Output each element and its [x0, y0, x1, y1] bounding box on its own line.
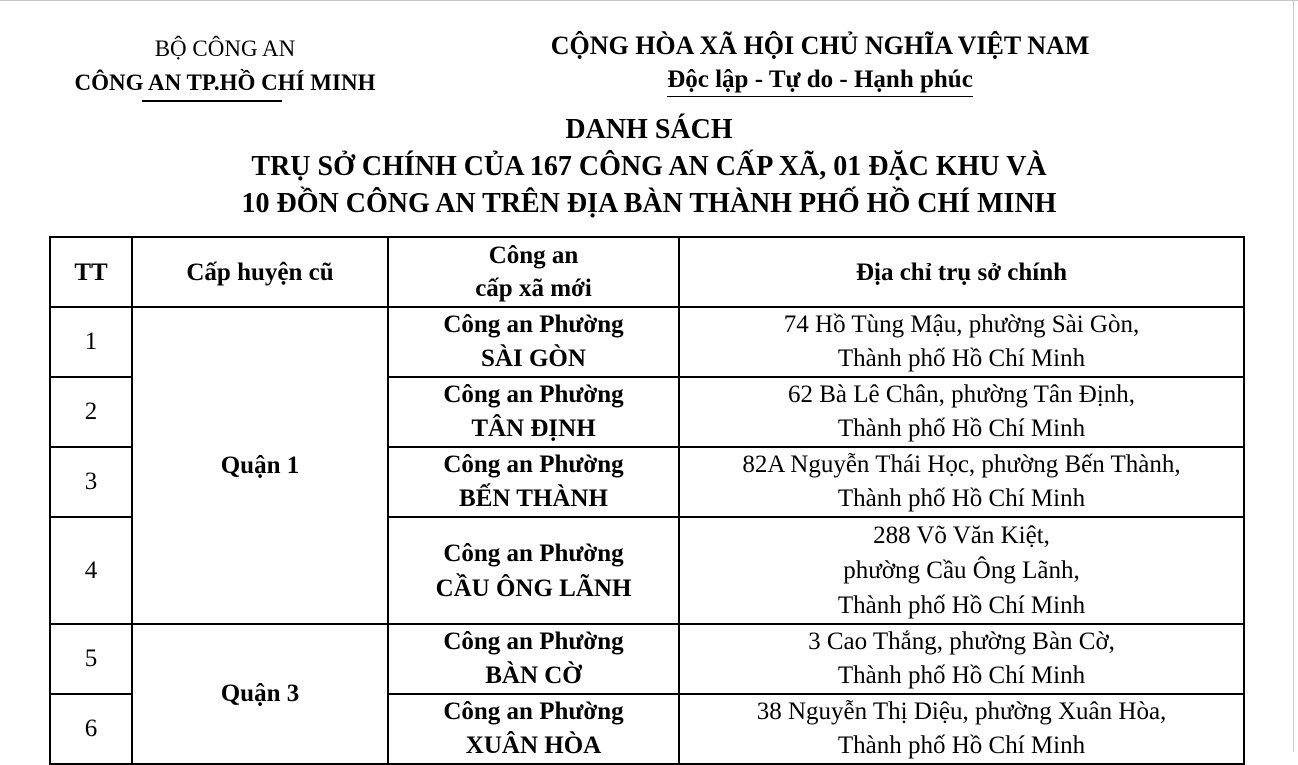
- table-header-row: [50, 237, 1244, 307]
- ministry-name: BỘ CÔNG AN: [154, 36, 296, 61]
- row-number: 4: [50, 517, 132, 624]
- page-edge: [0, 0, 1298, 1]
- ward-cell: Công an Phường SÀI GÒN: [388, 307, 679, 377]
- country-name: CỘNG HÒA XÃ HỘI CHỦ NGHĨA VIỆT NAM: [550, 31, 1090, 60]
- address-cell: 38 Nguyễn Thị Diệu, phường Xuân Hòa, Thành phố Hồ Chí Minh: [679, 694, 1244, 764]
- row-number: 2: [50, 377, 132, 447]
- row-number: 6: [50, 694, 132, 764]
- address-cell: 62 Bà Lê Chân, phường Tân Định, Thành phố Hồ Chí Minh: [679, 377, 1244, 447]
- column-header-ward-line2: cấp xã mới: [475, 275, 592, 302]
- document-title: [0, 111, 1298, 222]
- national-header-block: [440, 29, 1200, 97]
- title-line-3: 10 ĐỒN CÔNG AN TRÊN ĐỊA BÀN THÀNH PHỐ HỒ CHÍ MINH: [241, 188, 1057, 219]
- title-line-2: TRỤ SỞ CHÍNH CỦA 167 CÔNG AN CẤP XÃ, 01 ĐẶC KHU VÀ: [251, 151, 1047, 182]
- ward-cell: Công an Phường XUÂN HÒA: [388, 694, 679, 764]
- title-line-1: DANH SÁCH: [565, 114, 733, 145]
- column-header-district: Cấp huyện cũ: [132, 237, 388, 307]
- issuing-agency-block: [40, 32, 410, 102]
- table-row: [50, 624, 1244, 694]
- address-cell: 74 Hồ Tùng Mậu, phường Sài Gòn, Thành phố Hồ Chí Minh: [679, 307, 1244, 377]
- row-number: 5: [50, 624, 132, 694]
- table-row: [50, 307, 1244, 377]
- headquarters-table: [49, 236, 1245, 765]
- column-header-tt: TT: [50, 237, 132, 307]
- column-header-ward: [388, 237, 679, 307]
- district-cell: Quận 1: [132, 307, 388, 624]
- district-cell: Quận 3: [132, 624, 388, 764]
- ward-cell: Công an Phường BẾN THÀNH: [388, 447, 679, 517]
- ward-cell: Công an Phường TÂN ĐỊNH: [388, 377, 679, 447]
- row-number: 3: [50, 447, 132, 517]
- agency-underline: [142, 100, 282, 102]
- column-header-address: Địa chỉ trụ sở chính: [679, 237, 1244, 307]
- ward-cell: Công an Phường BÀN CỜ: [388, 624, 679, 694]
- agency-name: CÔNG AN TP.HỒ CHÍ MINH: [74, 70, 376, 95]
- national-motto: Độc lập - Tự do - Hạnh phúc: [667, 64, 973, 97]
- address-cell: 3 Cao Thắng, phường Bàn Cờ, Thành phố Hồ Chí Minh: [679, 624, 1244, 694]
- column-header-ward-line1: Công an: [488, 242, 579, 269]
- ward-cell: Công an Phường CẦU ÔNG LÃNH: [388, 517, 679, 624]
- row-number: 1: [50, 307, 132, 377]
- address-cell: 288 Võ Văn Kiệt, phường Cầu Ông Lãnh, Thành phố Hồ Chí Minh: [679, 517, 1244, 624]
- address-cell: 82A Nguyễn Thái Học, phường Bến Thành, Thành phố Hồ Chí Minh: [679, 447, 1244, 517]
